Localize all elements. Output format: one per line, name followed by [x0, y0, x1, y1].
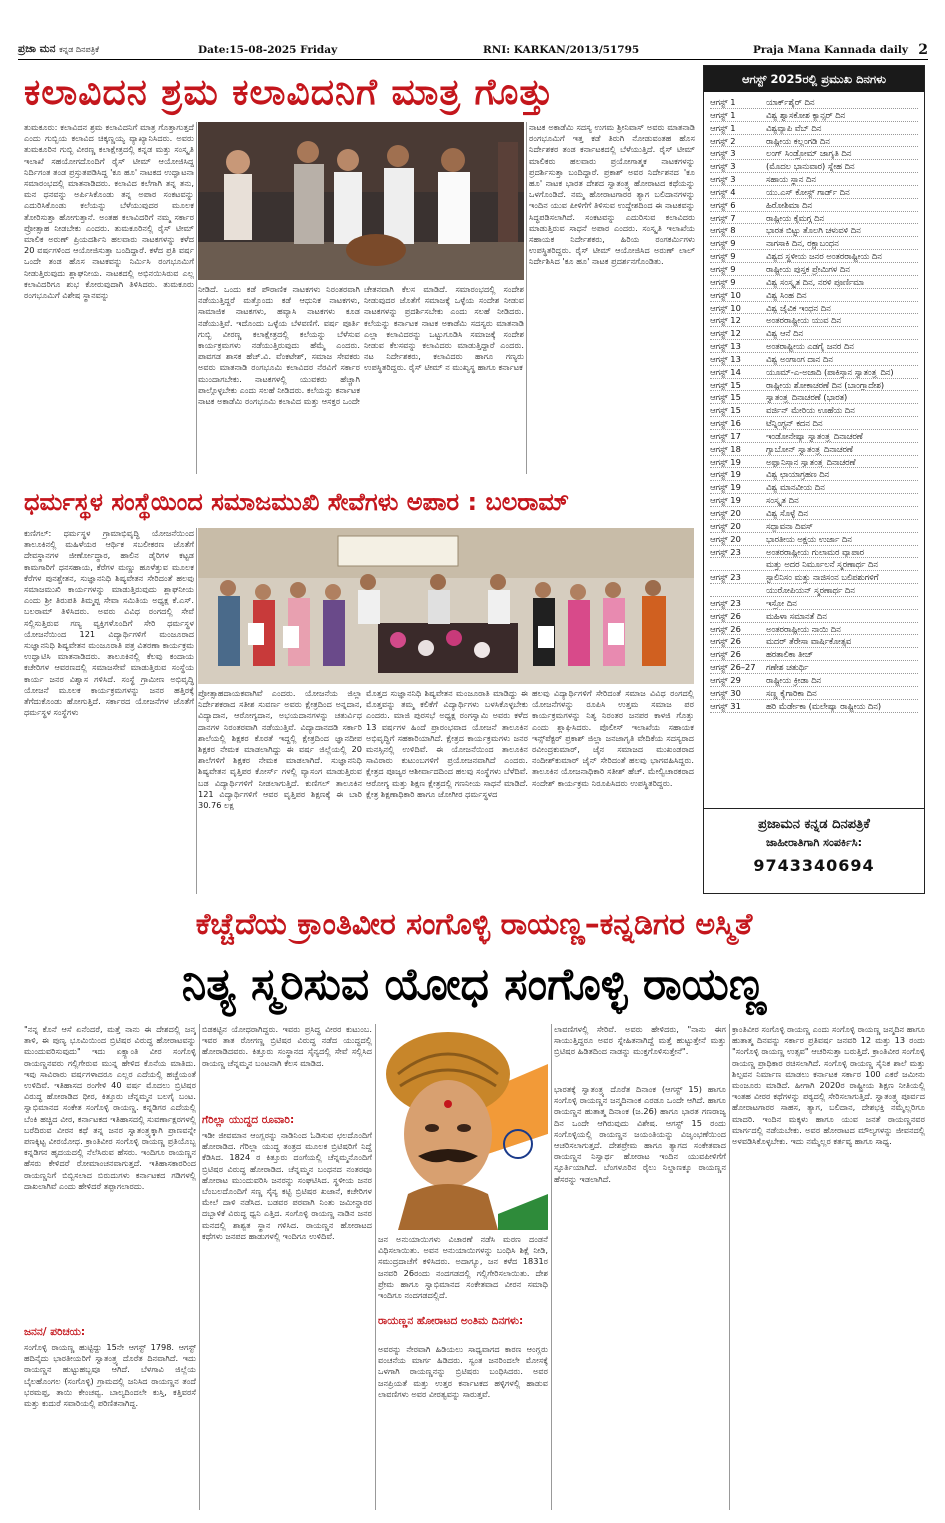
important-day-date: ಆಗಸ್ಟ್ 20 [710, 533, 741, 544]
important-day-event: ರಾಷ್ಟ್ರೀಯ ಕಲ್ಲಂಗಡಿ ದಿನ [766, 135, 830, 146]
advert-phone: 9743340694 [753, 856, 875, 875]
logo-tagline: ಕನ್ನಡ ದಿನಪತ್ರಿಕೆ [59, 45, 100, 54]
important-day-event: ಹಿರೋಶಿಮಾ ದಿನ [766, 199, 813, 210]
story3-column-2: ಬಿಡಕಟ್ಟಿನ ಯೋಧರಾಗಿದ್ದರು. ಇವರು ಪ್ರಸಿದ್ಧ ವೀರರ ಕುಟುಂಬ. ಇವರ ತಾತ ರೋಗಣ್ಣ ಬ್ರಿಟಿಷರ ವಿರುದ್ಧ ನಡೆದ ಯುದ್ಧದಲ್ಲಿ ಹೋರಾಡಿದವರು. ಕಿತ್ತೂರು ಸಂಸ್ಥಾನದ ಸೈನ್ಯದಲ್ಲಿ ಸೇವೆ ಸಲ್ಲಿಸಿದ ರಾಯಣ್ಣ ಚೆನ್ನಮ್ಮನ ಬಂಟನಾಗಿ ಕೆಲಸ ಮಾಡಿದ. [202, 1024, 372, 1068]
important-day-item [710, 147, 918, 160]
important-day-item [710, 674, 918, 687]
story3-column-4-top: ಲಾವಣಿಗಳಲ್ಲಿ ಸೇರಿವೆ. ಅವರು ಹೇಳಿದರು, "ನಾನು ಈಗ ಸಾಯುತ್ತಿದ್ದರೂ ಅವರ ಸ್ನೇಹಿತನಾಗಿದ್ದೆ ಮತ್ತೆ ಹುಟ್ಟುತ್ತೇನೆ ಮತ್ತು ಬ್ರಿಟಿಷರ ಹಿಡಿತದಿಂದ ನಾಡನ್ನು ಮುಕ್ತಗೊಳಿಸುತ್ತೇನೆ". [554, 1024, 726, 1057]
rayanna-portrait-image [378, 1024, 548, 1230]
important-day-item [710, 302, 918, 315]
story1-column-3: ಚೇತನವಾಗಿ ಕೆಲಸ ಮಾಡಿದೆ. ಸಮಾರಂಭದಲ್ಲಿ ಸಂದೇಶ ನೀಡುವುದರ ಜೊತೆಗೆ ಸಮಾಜಕ್ಕೆ ಒಳ್ಳೆಯ ಸಂದೇಶ ನೀಡುವ ನಾಟಕಗಳನ್ನು ಪ್ರದರ್ಶಿಸಬೇಕು ಎಂದು ಸಲಹೆ ನೀಡಿದರು. ಕಲೆಯನ್ನು ಕರ್ನಾಟಕ ನಾಟಕ ಅಕಾಡೆಮಿ ಸದಸ್ಯರು ಮಾತನಾಡಿ ಎಲ್ಲಾ ಕಲಾವಿದರನ್ನು ಒಟ್ಟುಗೂಡಿಸಿ ಸಮಾಜಕ್ಕೆ ಸಂದೇಶ ನೀಡುವ ಕೆಲಸವನ್ನು ಕಲಾವಿದರು ಮಾಡುತ್ತಿದ್ದಾರೆ ಎಂದರು. ನಟ ನಿರ್ದೇಶಕರು, ಕಲಾವಿದರು ಹಾಗೂ ಗಣ್ಯರು ಉಪಸ್ಥಿತರಿದ್ದರು. ರೈಸ್ ಟೀಮ್ ನ ಮುಖ್ಯಸ್ಥ ಹಾಗೂ ಕರ್ನಾಟಕ [364, 284, 524, 373]
important-day-item [710, 314, 918, 327]
important-day-date: ಆಗಸ್ಟ್ 15 [710, 392, 741, 403]
important-day-item [710, 430, 918, 443]
important-day-item [710, 610, 918, 623]
important-day-event: ಇಂಡೋನೇಷ್ಯಾ ಸ್ವಾತಂತ್ರ್ಯ ದಿನಾಚರಣೆ [766, 430, 863, 441]
important-day-event: ರಾಷ್ಟ್ರೀಯ ಕೈಮಗ್ಗ ದಿನ [766, 212, 825, 223]
important-day-event: ಮಹಿಳಾ ಸಮಾನತೆ ದಿನ [766, 610, 827, 621]
important-day-event: ಅಂತರಾಷ್ಟ್ರೀಯ ಎಡಗೈ ಜನರ ದಿನ [766, 341, 854, 352]
important-day-item [710, 558, 918, 571]
logo-text: ಪ್ರಜಾ ಮನ [18, 43, 56, 55]
important-day-date: ಆಗಸ್ಟ್ 30 [710, 687, 741, 698]
important-day-event: ಅಂತರರಾಷ್ಟ್ರೀಯ ನಾಯಿ ದಿನ [766, 623, 841, 634]
important-day-date: ಆಗಸ್ಟ್ 13 [710, 353, 741, 364]
important-day-event: ಸಣ್ಣ ಕೈಗಾರಿಕಾ ದಿನ [766, 687, 817, 698]
rni-number: RNI: KARKAN/2013/51795 [483, 43, 640, 56]
important-day-date: ಆಗಸ್ಟ್ 10 [710, 302, 741, 313]
important-day-event: ವಿಶ್ವ ಸೊಳ್ಳೆ ದಿನ [766, 508, 809, 518]
important-day-item [710, 135, 918, 148]
important-day-event: ಹರತಾಲಿಕಾ ತೀಜ್ [766, 649, 814, 660]
important-day-date: ಆಗಸ್ಟ್ 26–27 [710, 662, 756, 673]
column-rule [551, 1024, 552, 1510]
important-day-event: ಸದ್ಭಾವನಾ ದಿವಸ್ [766, 520, 813, 531]
important-day-event: ವಿಶ್ವ ಜೈವಿಕ ಇಂಧನ ದಿನ [766, 302, 831, 313]
important-day-date: ಆಗಸ್ಟ್ 4 [710, 186, 736, 197]
important-day-event: ಭಾರತ ಬಿಟ್ಟು ತೊಲಗಿ ಚಳುವಳಿ ದಿನ [766, 225, 861, 236]
important-day-item [710, 687, 918, 700]
important-day-item [710, 160, 918, 173]
important-day-event: ಯಾರ್ಕ್‌ಶೈರ್ ದಿನ [766, 97, 815, 107]
story3-subhead-guerrilla: ಗೆರಿಲ್ಲಾ ಯುದ್ಧದ ರೂವಾರಿ: [202, 1114, 295, 1126]
group-photo-image [198, 528, 694, 684]
important-day-date: ಆಗಸ್ಟ್ 9 [710, 251, 736, 262]
important-day-date: ಆಗಸ್ಟ್ 23 [710, 546, 741, 557]
important-day-date: ಆಗಸ್ಟ್ 20 [710, 520, 741, 531]
important-day-event: ಇಸ್ರೋ ದಿನ [766, 597, 797, 608]
important-day-event: (ಮೊದಲ ಭಾನುವಾರ) ಸ್ನೇಹ ದಿನ [766, 161, 855, 172]
important-day-date: ಆಗಸ್ಟ್ 6 [710, 199, 736, 210]
important-day-event: ಅಂತರರಾಷ್ಟ್ರೀಯ ಗುಲಾಮರ ವ್ಯಾಪಾರ [766, 546, 865, 557]
important-day-item [710, 173, 918, 186]
important-day-item [710, 520, 918, 533]
stage-event-image [198, 122, 524, 280]
important-day-date: ಆಗಸ್ಟ್ 26 [710, 610, 741, 621]
important-day-event: ರಾಷ್ಟ್ರೀಯ ಕ್ರೀಡಾ ದಿನ [766, 674, 822, 685]
important-day-item [710, 250, 918, 263]
important-day-date: ಆಗಸ್ಟ್ 1 [710, 97, 736, 107]
important-days-list [704, 92, 924, 713]
important-day-date: ಆಗಸ್ಟ್ 26 [710, 636, 741, 647]
masthead-bar [18, 40, 928, 60]
important-day-item [710, 366, 918, 379]
story3-column-4: ಭಾರತಕ್ಕೆ ಸ್ವಾತಂತ್ರ್ಯ ದೊರೆತ ದಿನಾಂಕ (ಆಗಸ್ಟ್ 15) ಹಾಗೂ ಸಂಗೊಳ್ಳಿ ರಾಯಣ್ಣನ ಜನ್ಮದಿನಾಂಕ ಎರಡೂ ಒಂದೇ ಆಗಿದೆ. ಹಾಗೂ ರಾಯಣ್ಣನ ಹುತಾತ್ಮ ದಿನಾಂಕ (ಜ.26) ಹಾಗೂ ಭಾರತ ಗಣರಾಜ್ಯ ದಿನ ಒಂದೇ ಆಗಿರುವುದು ವಿಶೇಷ. ಆಗಸ್ಟ್ 15 ರಂದು ಸಂಗೊಳ್ಳಿಯಲ್ಲಿ ರಾಯಣ್ಣನ ಜಯಂತಿಯನ್ನು ವಿಜೃಂಭಣೆಯಿಂದ ಆಚರಿಸಲಾಗುತ್ತದೆ. ದೇಶಪ್ರೇಮ ಹಾಗೂ ತ್ಯಾಗದ ಸಂಕೇತವಾದ ರಾಯಣ್ಣನ ನಿಸ್ವಾರ್ಥ ಹೋರಾಟ ಇಂದಿನ ಯುವಪೀಳಿಗೆಗೆ ಸ್ಫೂರ್ತಿಯಾಗಿದೆ. ಬೆಂಗಳೂರಿನ ರೈಲು ನಿಲ್ದಾಣಕ್ಕೂ ರಾಯಣ್ಣನ ಹೆಸರನ್ನು ಇಡಲಾಗಿದೆ. [554, 1084, 726, 1184]
important-day-date: ಆಗಸ್ಟ್ 20 [710, 508, 741, 518]
story2-headline: ಧರ್ಮಸ್ಥಳ ಸಂಸ್ಥೆಯಿಂದ ಸಮಾಜಮುಖಿ ಸೇವೆಗಳು ಅಪಾರ : ಬಲರಾಮ್ [24, 488, 570, 516]
important-day-item [710, 648, 918, 661]
important-day-event: ವರ್ಜಿನ್ ಮೇರಿಯ ಊಹೆಯ ದಿನ [766, 405, 855, 416]
important-day-item [710, 276, 918, 289]
column-rule [526, 122, 527, 474]
important-day-date: ಆಗಸ್ಟ್ 26 [710, 623, 741, 634]
important-day-date: ಆಗಸ್ಟ್ 19 [710, 495, 741, 506]
important-day-item [710, 533, 918, 546]
important-day-event: ರಾಷ್ಟ್ರೀಯ ಶೋಕಾಚರಣೆ ದಿನ (ಬಾಂಗ್ಲಾದೇಶ) [766, 379, 885, 390]
important-day-event: ಅಂತರರಾಷ್ಟ್ರೀಯ ಯುವ ದಿನ [766, 315, 842, 326]
important-day-item [710, 623, 918, 636]
story2-column-1: ಕುಣಿಗಲ್: ಧರ್ಮಸ್ಥಳ ಗ್ರಾಮಾಭಿವೃದ್ಧಿ ಯೋಜನೆಯಿಂದ ತಾಲೂಕಿನಲ್ಲಿ ಮಹಿಳೆಯರ ಆರ್ಥಿಕ ಸಬಲೀಕರಣ ಜೊತೆಗೆ ದೇವಸ್ಥಾನಗಳ ಜೀರ್ಣೋದ್ಧಾರ, ಹಾಲಿನ ಡೈರಿಗಳ ಕಟ್ಟಡ ಕಾಮಗಾರಿಗೆ ಧನಸಹಾಯ, ಕೆರೆಗಳ ಮಣ್ಣು ಹೂಳೆತ್ತುವ ಮೂಲಕ ಕೆರೆಗಳ ಪುನಶ್ಚೇತನ, ಸುಜ್ಞಾನನಿಧಿ ಶಿಷ್ಯವೇತನ ಸೇರಿದಂತೆ ಹಲವು ಸಮಾಜಮುಖಿ ಕಾರ್ಯಗಳನ್ನು ಮಾಡುತ್ತಿರುವುದು ಶ್ಲಾಘನೀಯ ಎಂದು ಶ್ರೀ ತಿರುಪತಿ ತಿಮ್ಮಪ್ಪ ಸೇವಾ ಸಮಿತಿಯ ಅಧ್ಯಕ್ಷ ಕೆ.ಎಸ್. ಬಲರಾಮ್ ತಿಳಿಸಿದರು. ಅವರು ವಿವಿಧ ರಂಗದಲ್ಲಿ ಸೇವೆ ಸಲ್ಲಿಸುತ್ತಿರುವ ಗಣ್ಯ ವ್ಯಕ್ತಿಗಳೊಂದಿಗೆ ಸೇರಿ ಧರ್ಮಸ್ಥಳ ಯೋಜನೆಯಿಂದ 121 ವಿದ್ಯಾರ್ಥಿಗಳಿಗೆ ಮಂಜೂರಾದ ಸುಜ್ಞಾನನಿಧಿ ಶಿಷ್ಯವೇತನ ಮಂಜೂರಾತಿ ಪತ್ರ ವಿತರಣಾ ಕಾರ್ಯಕ್ರಮ ಉದ್ಘಾಟಿಸಿ ಮಾತನಾಡಿದರು. ತಾಲೂಕಿನಲ್ಲಿ ಕೆಲವು ಕಂದಾಯ ಕಚೇರಿಗಳ ಆವರಣದಲ್ಲಿ ಸಮಾಜಸೇವೆ ಮಾಡುತ್ತಿರುವ ಸಂಸ್ಥೆಯ ಕಾರ್ಯ ಜನರ ವಿಶ್ವಾಸ ಗಳಿಸಿದೆ. ಸಂಸ್ಥೆ ಗ್ರಾಮೀಣ ಅಭಿವೃದ್ಧಿ ಯೋಜನೆ ಮೂಲಕ ಕಾರ್ಯಕ್ರಮಗಳನ್ನು ಜನರ ಹತ್ತಿರಕ್ಕೆ ತೆಗೆದುಕೊಂಡು ಹೋಗುತ್ತಿದೆ. ಸರ್ಕಾರದ ಯೋಜನೆಗಳ ಜೊತೆಗೆ ಧರ್ಮಸ್ಥಳ ಸಂಸ್ಥೆಗಳು [24, 528, 194, 718]
important-day-date: ಆಗಸ್ಟ್ 15 [710, 405, 741, 416]
important-day-event: ಹರಿ ಮೆರ್ಡೇಕಾ (ಮಲೇಷ್ಯಾ ರಾಷ್ಟ್ರೀಯ ದಿನ) [766, 700, 882, 711]
important-day-date: ಆಗಸ್ಟ್ 8 [710, 225, 736, 236]
story1-column-1: ತುಮಕೂರು: ಕಲಾವಿದನ ಶ್ರಮ ಕಲಾವಿದನಿಗೆ ಮಾತ್ರ ಗೊತ್ತಾಗುತ್ತದೆ ಎಂದು ಗುಬ್ಬಿಯ ಕಲಾವಿದ ಚಿಕ್ಕಣ್ಣಯ್ಯ ವ್ಯಾಖ್ಯಾನಿಸಿದರು. ಅವರು ತುಮಕೂರಿನ ಗುಬ್ಬಿ ವೀರಣ್ಣ ಕಲಾಕ್ಷೇತ್ರದಲ್ಲಿ ಕನ್ನಡ ಮತ್ತು ಸಂಸ್ಕೃತಿ ಇಲಾಖೆ ಸಹಯೋಗದೊಂದಿಗೆ ರೈಸ್ ಟೀಮ್ ಆಯೋಜಿಸಿದ್ದ ನಿರ್ದಿಗಂತ ತಂಡ ಪ್ರಸ್ತುತಪಡಿಸಿದ್ದ 'ಕೂ ಹೂ' ನಾಟಕದ ಉದ್ಘಾಟನಾ ಸಮಾರಂಭದಲ್ಲಿ ಮಾತನಾಡಿದರು. ಕಲಾವಿದ ಕಲೆಗಾಗಿ ತನ್ನ ತನು, ಮನ ಧನವನ್ನು ಅರ್ಪಿಸಿಕೊಂಡು ತನ್ನ ಅಪಾರ ಸಂಕಟವನ್ನು ಎದುರಿಸಿಕೊಂಡು ಕಲೆಯನ್ನು ಬೆಳೆಯುವುದರ ಮೂಲಕ ತೋರಿಸುತ್ತಾ ಹೋಗುತ್ತಾನೆ. ಅಂತಹ ಕಲಾವಿದರಿಗೆ ನಮ್ಮ ಸರ್ಕಾರ ಪ್ರೋತ್ಸಾಹ ನೀಡಬೇಕು ಎಂದರು. ತುಮಕೂರಿನಲ್ಲಿ ರೈಸ್ ಟೀಮ್ ಮಾಲಿಕ ಅರುಣ್ ಪ್ರಿಯದರ್ಶಿನಿ ಹಲವಾರು ನಾಟಕಗಳನ್ನು ಕಳೆದ 20 ವರ್ಷಗಳಿಂದ ಆಯೋಜಿಸುತ್ತಾ ಬಂದಿದ್ದಾರೆ. ಕಳೆದ ಪ್ರತಿ ವರ್ಷ ಒಂದೇ ತಂಡ ಹೊಸ ನಾಟಕವನ್ನು ನಿರ್ಮಿಸಿ ರಂಗಭೂಮಿಗೆ ನೀಡುತ್ತಿರುವುದು ಶ್ಲಾಘನೀಯ. ನಾಟಕದಲ್ಲಿ ಅಭಿನಯಿಸಿರುವ ಎಲ್ಲ ಕಲಾವಿದರಿಗೂ ಶುಭ ಕೋರುವುದಾಗಿ ತಿಳಿಸಿದರು. ತುಮಕೂರು ರಂಗಭೂಮಿಗೆ ವಿಶೇಷ ಸ್ಥಾನವನ್ನು [24, 122, 194, 301]
important-day-item [710, 443, 918, 456]
important-day-item [710, 353, 918, 366]
story3-column-3b: ಅವರನ್ನು ನೇರವಾಗಿ ಹಿಡಿಯಲು ಸಾಧ್ಯವಾಗದ ಕಾರಣ ಆಂಗ್ಲರು ವಂಚನೆಯ ಮಾರ್ಗ ಹಿಡಿದರು. ಸ್ವಂತ ಜನರಿಂದಲೇ ಮೋಸಕ್ಕೆ ಒಳಗಾಗಿ ರಾಯಣ್ಣನನ್ನು ಬ್ರಿಟಿಷರು ಬಂಧಿಸಿದರು. ಅವರ ಜನಪ್ರಿಯತೆ ಮತ್ತು ಉತ್ತರ ಕರ್ನಾಟಕದ ಹಳ್ಳಿಗಳಲ್ಲಿ ಹಾಡುವ ಲಾವಣಿಗಳು ಅವರ ವೀರತ್ವವನ್ನು ಸಾರುತ್ತವೆ. [378, 1344, 548, 1399]
important-day-date: ಆಗಸ್ಟ್ 3 [710, 174, 736, 185]
important-day-event: ಯು.ಎಸ್ ಕೋಸ್ಟ್ ಗಾರ್ಡ್ ದಿನ [766, 186, 850, 197]
column-rule [199, 1024, 200, 1510]
page-number: 2 [918, 41, 928, 58]
important-day-item [710, 237, 918, 250]
important-day-item [710, 700, 918, 713]
important-day-date: ಆಗಸ್ಟ್ 31 [710, 700, 741, 711]
important-day-event: ಗ್ಯಾಬೋನ್ ಸ್ವಾತಂತ್ರ್ಯ ದಿನಾಚರಣೆ [766, 443, 853, 454]
important-day-event: ವಿಶ್ವ ಆನೆ ದಿನ [766, 328, 804, 339]
important-day-event: ವಿಶ್ವ ಸಂಸ್ಕೃತ ದಿನ, ನರಳಿ ಪೂರ್ಣಿಮಾ [766, 276, 864, 287]
important-day-item [710, 494, 918, 507]
important-day-event: ವಿಶ್ವ ಮಾನವೀಯ ದಿನ [766, 482, 825, 493]
advert-contact-label: ಜಾಹೀರಾತಿಗಾಗಿ ಸಂಪರ್ಕಿಸಿ: [765, 836, 863, 849]
story2-photo [198, 528, 694, 684]
important-day-event: ಟೆನ್ನಿಂಗ್ಟನ್ ಕದನ ದಿನ [766, 418, 823, 429]
important-day-date: ಆಗಸ್ಟ್ 18 [710, 443, 741, 454]
rayanna-portrait [378, 1024, 548, 1230]
important-day-date: ಆಗಸ್ಟ್ 12 [710, 315, 741, 326]
story3-subhead-birth: ಜನನ/ ಪರಿಚಯ: [24, 1326, 86, 1338]
important-day-date: ಆಗಸ್ಟ್ 26 [710, 649, 741, 660]
important-day-event: ಅಫ್ಘಾನಿಸ್ತಾನ ಸ್ವಾತಂತ್ರ್ಯ ದಿನಾಚರಣೆ [766, 456, 856, 467]
important-day-event: ಯುರೋಪಿಯನ್ ಸ್ಮರಣಾರ್ಥ ದಿನ [766, 585, 855, 596]
important-day-date: ಆಗಸ್ಟ್ 19 [710, 456, 741, 467]
advert-paper-name: ಪ್ರಜಾಮನ ಕನ್ನಡ ದಿನಪತ್ರಿಕೆ [758, 817, 870, 832]
important-day-date [710, 584, 766, 596]
important-day-date: ಆಗಸ್ಟ್ 14 [710, 366, 741, 377]
important-day-event: ವಿಶ್ವ ಛಾಯಾಗ್ರಹಣ ದಿನ [766, 469, 830, 480]
important-day-item [710, 224, 918, 237]
important-day-event: ವಿಶ್ವ ಅಂಗಾಂಗ ದಾನ ದಿನ [766, 353, 833, 364]
important-day-event: ವಿಶ್ವ ಸಿಂಹ ದಿನ [766, 289, 807, 300]
important-day-item [710, 507, 918, 520]
important-day-event: ಸಂಸ್ಕೃತ ದಿನ [766, 495, 799, 506]
important-day-item [710, 199, 918, 212]
important-day-item [710, 597, 918, 610]
column-rule [729, 1024, 730, 1510]
important-day-date: ಆಗಸ್ಟ್ 19 [710, 482, 741, 493]
important-day-date: ಆಗಸ್ಟ್ 1 [710, 122, 736, 133]
important-day-date: ಆಗಸ್ಟ್ 17 [710, 430, 741, 441]
important-day-event: ಮದರ್ ತೆರೇಸಾ ವಾರ್ಷಿಕೋತ್ಸವ [766, 636, 852, 647]
important-day-date: ಆಗಸ್ಟ್ 7 [710, 212, 736, 223]
important-day-event: ಮತ್ತು ಅದರ ನಿರ್ಮೂಲನೆ ಸ್ಮರಣಾರ್ಥ ದಿನ [766, 559, 879, 570]
important-day-date: ಆಗಸ್ಟ್ 3 [710, 161, 736, 172]
important-day-item [710, 212, 918, 225]
important-day-event: ವಿಶ್ವದ ಸ್ಥಳೀಯ ಜನರ ಅಂತರರಾಷ್ಟ್ರೀಯ ದಿನ [766, 251, 882, 262]
important-day-item [710, 186, 918, 199]
story3-column-3: ಜನ ಅನುಯಾಯಿಗಳು ವಿಚಾರಣೆ ನಡೆಸಿ ಮರಣ ದಂಡನೆ ವಿಧಿಸಲಾಯಿತು. ಅವನ ಅನುಯಾಯಿಗಳನ್ನು ಬಂಧಿಸಿ ಶಿಕ್ಷೆ ನೀಡಿ, ಸಮುದ್ರದಾಚೆಗೆ ಕಳಿಸಿದರು. ಅದಾಗ್ಯೂ, ಜನ ಕಳೆದ 1831ರ ಜನವರಿ 26ರಂದು ನಂದಗಡದಲ್ಲಿ ಗಲ್ಲಿಗೇರಿಸಲಾಯಿತು. ದೇಶ ಪ್ರೇಮ ಹಾಗೂ ಸ್ವಾಭಿಮಾನದ ಸಂಕೇತವಾದ ವೀರನ ಸಮಾಧಿ ಇಂದಿಗೂ ನಂದಗಡದಲ್ಲಿದೆ. [378, 1234, 548, 1301]
important-day-item [710, 109, 918, 122]
important-day-event: ರಾಷ್ಟ್ರೀಯ ಪುಸ್ತಕ ಪ್ರೇಮಿಗಳ ದಿನ [766, 263, 850, 274]
story3-subhead-last-days: ರಾಯಣ್ಣನ ಹೋರಾಟದ ಅಂತಿಮ ದಿನಗಳು: [378, 1315, 524, 1327]
story1-headline: ಕಲಾವಿದನ ಶ್ರಮ ಕಲಾವಿದನಿಗೆ ಮಾತ್ರ ಗೊತ್ತು [24, 72, 554, 113]
story2-column-4: ಹಲವು ವಿದ್ಯಾರ್ಥಿಗಳಿಗೆ ಸೇರಿದಂತೆ ಸಮಾಜ ವಿವಿಧ ರಂಗದಲ್ಲಿ ಯೋಜನೆಗಳನ್ನು ರೂಪಿಸಿ ಉತ್ತಮ ಸಮಾಜ ಪರ ಕಾರ್ಯಕ್ರಮಗಳನ್ನು ನಿತ್ಯ ನಿರಂತರ ಜನಪರ ಕಾಳಜಿ ಗೊತ್ತು ಎಂದು ಶ್ಲಾಘಿಸಿದರು. ಪೊಲೀಸ್ ಇಲಾಖೆಯ ಸಹಾಯಕ ಇನ್ಸ್‌ಪೆಕ್ಟರ್ ಪ್ರಕಾಶ್ ಜಿಲ್ಲಾ ಜನಜಾಗೃತಿ ವೇದಿಕೆಯ ಸದಸ್ಯರಾದ ರವೀಂದ್ರಕುಮಾರ್, ಜೈನ ಸಮಾಜದ ಮುಖಂಡರಾದ ನಂದೀಶ್‌ಕುಮಾರ್ ಜೈನ್ ಸೇರಿದಂತೆ ಹಲವು ಭಾಗವಹಿಸಿದ್ದರು. ತಾಲೂಕಿನ ಯೋಜನಾಧಿಕಾರಿ ಸತೀಶ್ ಹೆಚ್. ಮೇಲ್ವಿಚಾರಕರಾದ ಸಂದೇಶ್ ಕಾರ್ಯಕ್ರಮ ನಿರೂಪಿಸಿದರು ಉಪಸ್ಥಿತರಿದ್ದರು. [532, 688, 694, 788]
important-day-event: ಸ್ಟಾಲಿನಿಸಂ ಮತ್ತು ನಾಜಿಸಂನ ಬಲಿಪಶುಗಳಿಗೆ [766, 572, 879, 583]
important-day-date: ಆಗಸ್ಟ್ 29 [710, 674, 741, 685]
story3-headline: ನಿತ್ಯ ಸ್ಮರಿಸುವ ಯೋಧ ಸಂಗೊಳ್ಳಿ ರಾಯಣ್ಣ [181, 959, 767, 1010]
important-day-date: ಆಗಸ್ಟ್ 2 [710, 135, 736, 146]
important-days-panel [703, 65, 925, 835]
important-day-item [710, 263, 918, 276]
important-day-date: ಆಗಸ್ಟ್ 13 [710, 341, 741, 352]
important-day-event: ಗಣೇಶ ಚತುರ್ಥಿ [766, 662, 809, 673]
important-day-item [710, 417, 918, 430]
story3-kicker: ಕೆಚ್ಚೆದೆಯ ಕ್ರಾಂತಿವೀರ ಸಂಗೊಳ್ಳಿ ರಾಯಣ್ಣ–ಕನ್ನಡಿಗರ ಅಸ್ಮಿತೆ [195, 907, 753, 942]
important-day-date: ಆಗಸ್ಟ್ 9 [710, 238, 736, 249]
important-day-event: ಸ್ವಾತಂತ್ರ್ಯ ದಿನಾಚರಣೆ (ಭಾರತ) [766, 392, 848, 403]
important-day-item [710, 661, 918, 674]
masthead-logo [18, 43, 198, 56]
important-day-item [710, 571, 918, 584]
important-day-item [710, 340, 918, 353]
important-day-date: ಆಗಸ್ಟ್ 15 [710, 379, 741, 390]
important-day-event: ಯೂಮ್-ಎ-ಅಜಾದಿ (ಪಾಕಿಸ್ತಾನ ಸ್ವಾತಂತ್ರ್ಯ ದಿನ) [766, 366, 894, 377]
important-day-event: ಲಂಗ್ ಸಿಂಡ್ರೋಮ್ ಜಾಗೃತಿ ದಿನ [766, 148, 852, 159]
column-rule [375, 1024, 376, 1510]
important-day-date: ಆಗಸ್ಟ್ 9 [710, 263, 736, 274]
important-day-item [710, 481, 918, 494]
important-day-date: ಆಗಸ್ಟ್ 12 [710, 328, 741, 339]
important-day-event: ಸಹಾಯ ಸ್ಥಾನ ದಿನ [766, 174, 817, 185]
important-day-event: ನಾಗಸಾಕಿ ದಿನ, ರಕ್ಷಾಬಂಧನ [766, 238, 839, 249]
important-day-item [710, 391, 918, 404]
important-day-item [710, 96, 918, 109]
story2-column-3: ಮೊತ್ತದ ಸುಜ್ಞಾನನಿಧಿ ಶಿಷ್ಯವೇತನ ಮಂಜೂರಾತಿ ಮಾಡಿದ್ದು ಈ ಮೊತ್ತವನ್ನು ತಮ್ಮ ಕಲಿಕೆಗೆ ವಿದ್ಯಾರ್ಥಿಗಳು ಬಳಸಿಕೊಳ್ಳಬೇಕು ಎಂದರು. ಮಾಜಿ ಪುರಸಭೆ ಅಧ್ಯಕ್ಷ ರಂಗಸ್ವಾಮಿ ಅವರು ಕಳೆದ 13 ವರ್ಷಗಳ ಹಿಂದೆ ಪ್ರಾರಂಭವಾದ ಯೋಜನೆ ತಾಲೂಕಿನ ಅಭಿವೃದ್ಧಿಗೆ ಸಹಕಾರಿಯಾಗಿದೆ. ಕ್ಷೇತ್ರದ ಕಾರ್ಯಕ್ರಮಗಳು ಜನರ ಮನಸ್ಸಿನಲ್ಲಿ ಉಳಿದಿವೆ. ಈ ಯೋಜನೆಯಿಂದ ತಾಲೂಕಿನ ಸಾವಿರಾರು ಕುಟುಂಬಗಳಿಗೆ ಪ್ರಯೋಜನವಾಗಿದೆ ಎಂದರು. ಕ್ಷೇತ್ರದ ಪೂಜ್ಯರ ಆಶೀರ್ವಾದದಿಂದ ಹಲವು ಸಂಸ್ಥೆಗಳು ಬೆಳೆದಿವೆ. ಆರೋಗ್ಯ ಮತ್ತು ಶಿಕ್ಷಣ ಕ್ಷೇತ್ರದಲ್ಲಿ ಗಣನೀಯ ಸಾಧನೆ ಮಾಡಿದೆ. ಕ್ಷೇತ್ರ ಶಿಕ್ಷಣಾಧಿಕಾರಿ ಹಾಗೂ ಜೋಗೀರ ಧರ್ಮಸ್ಥಳದ [366, 688, 528, 799]
paper-name: Praja Mana Kannada daily [752, 43, 908, 56]
important-day-event: ವಿಶ್ವ ಶ್ವಾಸಕೋಶ ಕ್ಯಾನ್ಸರ್ ದಿನ [766, 109, 846, 120]
important-day-item [710, 122, 918, 135]
story3-column-1b: ಸಂಗೊಳ್ಳಿ ರಾಯಣ್ಣ ಹುಟ್ಟಿದ್ದು 15ನೇ ಆಗಸ್ಟ್ 1798. ಆಗಸ್ಟ್ ಹದಿನೈದು ಭಾರತೀಯರಿಗೆ ಸ್ವಾತಂತ್ರ್ಯ ದೊರೆತ ದಿನವಾಗಿದೆ. ಇದು ರಾಯಣ್ಣನ ಹುಟ್ಟುಹಬ್ಬವೂ ಆಗಿದೆ. ಬೆಳಗಾವಿ ಜಿಲ್ಲೆಯ ಬೈಲಹೊಂಗಲ (ಸಂಗೊಳ್ಳಿ) ಗ್ರಾಮದಲ್ಲಿ ಜನಿಸಿದ ರಾಯಣ್ಣನ ತಂದೆ ಭರಮಪ್ಪ, ತಾಯಿ ಕೇಂಚವ್ವ. ಬಾಲ್ಯದಿಂದಲೇ ಕುಸ್ತಿ, ಕತ್ತಿವರಸೆ ಮತ್ತು ಕುದುರೆ ಸವಾರಿಯಲ್ಲಿ ಪರಿಣಿತನಾಗಿದ್ದ. [24, 1342, 196, 1409]
important-day-item [710, 404, 918, 417]
important-day-date: ಆಗಸ್ಟ್ 19 [710, 469, 741, 480]
important-day-item [710, 546, 918, 559]
important-day-item [710, 635, 918, 648]
important-day-item [710, 468, 918, 481]
story3-column-5: ಕ್ರಾಂತಿವೀರ ಸಂಗೊಳ್ಳಿ ರಾಯಣ್ಣ ಎಂದು ಸಂಗೊಳ್ಳಿ ರಾಯಣ್ಣ ಜನ್ಮದಿನ ಹಾಗೂ ಹುತಾತ್ಮ ದಿನವನ್ನು ಸರ್ಕಾರ ಪ್ರತಿವರ್ಷ ಜನವರಿ 12 ಮತ್ತು 13 ರಂದು "ಸಂಗೊಳ್ಳಿ ರಾಯಣ್ಣ ಉತ್ಸವ" ಆಚರಿಸುತ್ತಾ ಬರುತ್ತಿದೆ. ಕ್ರಾಂತಿವೀರ ಸಂಗೊಳ್ಳಿ ರಾಯಣ್ಣ ಪ್ರಾಧಿಕಾರ ರಚಿಸಲಾಗಿದೆ. ಸಂಗೊಳ್ಳಿ ರಾಯಣ್ಣ ಸೈನಿಕ ಶಾಲೆ ಮತ್ತು ಶಿಲ್ಪವನ ನಿರ್ಮಾಣ ಮಾಡಲು ಕರ್ನಾಟಕ ಸರ್ಕಾರ 100 ಎಕರೆ ಜಮೀನು ಮಂಜೂರು ಮಾಡಿದೆ. ಹೀಗಾಗಿ 2020ರ ರಾಷ್ಟ್ರೀಯ ಶಿಕ್ಷಣ ನೀತಿಯಲ್ಲಿ ಇಂತಹ ವೀರರ ಕಥೆಗಳನ್ನು ಪಠ್ಯದಲ್ಲಿ ಸೇರಿಸಲಾಗುತ್ತಿದೆ. ಸ್ವಾತಂತ್ರ್ಯ ಪೂರ್ವದ ಹೋರಾಟಗಾರರ ಸಾಹಸ, ತ್ಯಾಗ, ಬಲಿದಾನ, ದೇಶಭಕ್ತಿ ನಮ್ಮೆಲ್ಲರಿಗೂ ಮಾದರಿ. ಇಂದಿನ ಮಕ್ಕಳು ಹಾಗೂ ಯುವ ಜನತೆ ರಾಯಣ್ಣನವರ ಮಾರ್ಗದಲ್ಲಿ ನಡೆಯಬೇಕು. ಅವರ ಹೋರಾಟದ ಮೌಲ್ಯಗಳನ್ನು ಜೀವನದಲ್ಲಿ ಅಳವಡಿಸಿಕೊಳ್ಳಬೇಕು. ಇದು ನಮ್ಮೆಲ್ಲರ ಕರ್ತವ್ಯ ಹಾಗೂ ಸಾಧ್ಯ. [732, 1024, 925, 1147]
column-rule [196, 528, 197, 894]
story1-column-2: ನೀಡಿದೆ. ಒಂದು ಕಡೆ ಪೌರಾಣಿಕ ನಾಟಕಗಳು ನಿರಂತರವಾಗಿ ನಡೆಯುತ್ತಿದ್ದರೆ ಮತ್ತೊಂದು ಕಡೆ ಆಧುನಿಕ ನಾಟಕಗಳು, ಸಾಮಾಜಿಕ ನಾಟಕಗಳು, ಹವ್ಯಾಸಿ ನಾಟಕಗಳು ಕೂಡ ನಡೆಯುತ್ತಿವೆ. ಇದೊಂದು ಒಳ್ಳೆಯ ಬೆಳವಣಿಗೆ. ವರ್ಷ ಪೂರ್ತಿ ಗುಬ್ಬಿ ವೀರಣ್ಣ ಕಲಾಕ್ಷೇತ್ರದಲ್ಲಿ ಕಲೆಯನ್ನು ಬೆಳೆಸುವ ಕಾರ್ಯಕ್ರಮಗಳು ನಡೆಯುತ್ತಿರುವುದು ಹೆಮ್ಮೆ ಎಂದರು. ಪಾವಗಡ ಶಾಸಕ ಹೆಚ್.ವಿ. ವೆಂಕಟೇಶ್, ಸಮಾಜ ಸೇವಕರು ಅವರು ಮಾತನಾಡಿ ರಂಗಭೂಮಿ ಕಲಾವಿದರ ನೆರವಿಗೆ ಸರ್ಕಾರ ಮುಂದಾಗಬೇಕು. ನಾಟಕಗಳಲ್ಲಿ ಯುವಕರು ಹೆಚ್ಚಾಗಿ ಪಾಲ್ಗೊಳ್ಳಬೇಕು ಎಂದು ಸಲಹೆ ನೀಡಿದರು. ಕಲೆಯನ್ನು ಕರ್ನಾಟಕ ನಾಟಕ ಅಕಾಡೆಮಿ ರಂಗಭೂಮಿ ಕಲಾವಿದ ಮತ್ತು ಆಸಕ್ತರ ಒಂದೇ [198, 284, 360, 407]
important-day-item [710, 327, 918, 340]
important-day-date: ಆಗಸ್ಟ್ 10 [710, 289, 741, 300]
important-day-item [710, 584, 918, 597]
story3-column-2b: ಇಡೀ ಜೀವಮಾನ ಆಂಗ್ಲರನ್ನು ನಾಡಿನಿಂದ ಓಡಿಸುವ ಛಲದೊಂದಿಗೆ ಹೋರಾಡಿದ. ಗೆರಿಲ್ಲಾ ಯುದ್ಧ ತಂತ್ರದ ಮೂಲಕ ಬ್ರಿಟಿಷರಿಗೆ ನಿದ್ದೆ ಕೆಡಿಸಿದ. 1824 ರ ಕಿತ್ತೂರು ದಂಗೆಯಲ್ಲಿ ಚೆನ್ನಮ್ಮನೊಂದಿಗೆ ಬ್ರಿಟಿಷರ ವಿರುದ್ಧ ಹೋರಾಡಿದ. ಚೆನ್ನಮ್ಮನ ಬಂಧನದ ನಂತರವೂ ಹೋರಾಟ ಮುಂದುವರಿಸಿ ಜನರನ್ನು ಸಂಘಟಿಸಿದ. ಸ್ಥಳೀಯ ಜನರ ಬೆಂಬಲದೊಂದಿಗೆ ಸಣ್ಣ ಸೈನ್ಯ ಕಟ್ಟಿ ಬ್ರಿಟಿಷರ ಖಜಾನೆ, ಕಚೇರಿಗಳ ಮೇಲೆ ದಾಳಿ ನಡೆಸಿದ. ಬಡವರ ಪರವಾಗಿ ನಿಂತು ಜಮೀನ್ದಾರರ ದಬ್ಬಾಳಿಕೆ ವಿರುದ್ಧ ಧ್ವನಿ ಎತ್ತಿದ. ಸಂಗೊಳ್ಳಿ ರಾಯಣ್ಣ ನಾಡಿನ ಜನರ ಮನದಲ್ಲಿ ಶಾಶ್ವತ ಸ್ಥಾನ ಗಳಿಸಿದ. ರಾಯಣ್ಣನ ಹೋರಾಟದ ಕಥೆಗಳು ಜನಪದ ಹಾಡುಗಳಲ್ಲಿ ಇಂದಿಗೂ ಉಳಿದಿವೆ. [202, 1130, 372, 1241]
important-day-event: ಭಾರತೀಯ ಅಕ್ಷಯ ಉರ್ಜಾ ದಿನ [766, 533, 852, 544]
column-rule [196, 122, 197, 474]
important-day-date: ಆಗಸ್ಟ್ 1 [710, 109, 736, 120]
important-day-item [710, 379, 918, 392]
story2-column-2: ಪ್ರೋತ್ಸಾಹದಾಯಕವಾಗಿವೆ ಎಂದರು. ಯೋಜನೆಯ ಜಿಲ್ಲಾ ನಿರ್ದೇಶಕರಾದ ಸತೀಶ ಸುವರ್ಣ ಅವರು ಕ್ಷೇತ್ರದಿಂದ ಅನ್ನದಾನ, ವಿದ್ಯಾದಾನ, ಆರೋಗ್ಯದಾನ, ಅಭಯದಾನಗಳನ್ನು ಚತುರ್ವಿಧ ದಾನಗಳ ನಿರಂತರವಾಗಿ ನಡೆಯುತ್ತಿವೆ. ವಿದ್ಯಾದಾನದಡಿ ಸರ್ಕಾರಿ ಶಾಲೆಯಲ್ಲಿ ಶಿಕ್ಷಕರ ಕೊರತೆ ಇದ್ದಲ್ಲಿ ಕ್ಷೇತ್ರದಿಂದ ಜ್ಞಾನದೀಪ ಶಿಕ್ಷಕರ ನೇಮಕ ಮಾಡಲಾಗಿದ್ದು ಈ ವರ್ಷ ಜಿಲ್ಲೆಯಲ್ಲಿ 20 ಶಾಲೆಗಳಿಗೆ ಶಿಕ್ಷಕರ ನೇಮಕ ಮಾಡಲಾಗಿದೆ. ಸುಜ್ಞಾನನಿಧಿ ಶಿಷ್ಯವೇತನ ವೃತ್ತಿಪರ ಕೋರ್ಸ್ ಗಳಲ್ಲಿ ವ್ಯಾಸಂಗ ಮಾಡುತ್ತಿರುವ ಬಡ ವಿದ್ಯಾರ್ಥಿಗಳಿಗೆ ನೀಡಲಾಗುತ್ತಿದೆ. ಕುಣಿಗಲ್ ತಾಲೂಕಿನ 121 ವಿದ್ಯಾರ್ಥಿಗಳಿಗೆ ಆವರ ವೃತ್ತಿಪರ ಶಿಕ್ಷಣಕ್ಕೆ ಈ ಬಾರಿ 30.76 ಲಕ್ಷ [198, 688, 362, 811]
important-day-item [710, 289, 918, 302]
story1-column-4: ನಾಟಕ ಅಕಾಡೆಮಿ ಸದಸ್ಯ ಉಗಮ ಶ್ರೀನಿವಾಸ್ ಅವರು ಮಾತನಾಡಿ ರಂಗಭೂಮಿಗೆ ಇತ್ತ ಕಡೆ ತಿರುಗಿ ನೋಡುವಂತಹ ಹೊಸ ನಿರ್ದೇಶಕರ ತಂಡ ಕರ್ನಾಟಕದಲ್ಲಿ ಬೆಳೆಯುತ್ತಿದೆ. ರೈಸ್ ಟೀಮ್ ಮಾಲಿಕರು ಹಲವಾರು ಪ್ರಯೋಗಾತ್ಮಕ ನಾಟಕಗಳನ್ನು ಪ್ರದರ್ಶಿಸುತ್ತಾ ಬಂದಿದ್ದಾರೆ. ಪ್ರಕಾಶ್ ಅವರ ನಿರ್ದೇಶನದ 'ಕೂ ಹೂ' ನಾಟಕ ಭಾರತ ದೇಶದ ಸ್ವಾತಂತ್ರ್ಯ ಹೋರಾಟದ ಕಥೆಯನ್ನು ಒಳಗೊಂಡಿದೆ. ನಮ್ಮ ಹೋರಾಟಗಾರರ ತ್ಯಾಗ ಬಲಿದಾನಗಳನ್ನು ಇಂದಿನ ಯುವ ಪೀಳಿಗೆಗೆ ತಿಳಿಸುವ ಉದ್ದೇಶದಿಂದ ಈ ನಾಟಕವನ್ನು ಸಿದ್ಧಪಡಿಸಲಾಗಿದೆ. ಸಂಕಟವನ್ನು ಎದುರಿಸುವ ಕಲಾವಿದರು ಮಾಡುತ್ತಿರುವ ಸಾಧನೆ ಅಪಾರ ಎಂದರು. ಸಂಸ್ಕೃತಿ ಇಲಾಖೆಯ ಸಹಾಯಕ ನಿರ್ದೇಶಕರು, ಹಿರಿಯ ರಂಗಕರ್ಮಿಗಳು ಉಪಸ್ಥಿತರಿದ್ದರು. ರೈಸ್ ಟೀಮ್ ಆಯೋಜಿಸಿದ ಅರುಣ್ ಲಾಲ್ ನಿರ್ದೇಶಿಸಿದ 'ಕೂ ಹೂ' ನಾಟಕ ಪ್ರದರ್ಶನಗೊಂಡಿತು. [529, 122, 695, 267]
important-day-date [710, 558, 766, 570]
important-day-date: ಆಗಸ್ಟ್ 23 [710, 572, 741, 583]
important-day-date: ಆಗಸ್ಟ್ 9 [710, 276, 736, 287]
important-day-item [710, 456, 918, 469]
important-day-date: ಆಗಸ್ಟ್ 16 [710, 418, 741, 429]
important-day-event: ವಿಶ್ವವ್ಯಾಪಿ ವೆಬ್ ದಿನ [766, 122, 822, 133]
issue-date: Date:15-08-2025 Friday [198, 43, 338, 56]
advert-box [703, 808, 925, 894]
important-days-title: ಆಗಸ್ಟ್ 2025ರಲ್ಲಿ ಪ್ರಮುಖ ದಿನಗಳು [704, 66, 924, 92]
important-day-date: ಆಗಸ್ಟ್ 3 [710, 148, 736, 159]
story1-photo [198, 122, 524, 280]
important-day-date: ಆಗಸ್ಟ್ 23 [710, 597, 741, 608]
story3-column-1: "ನನ್ನ ಕೊನೆ ಆಸೆ ಏನೆಂದರೆ, ಮತ್ತೆ ನಾನು ಈ ದೇಶದಲ್ಲಿ ಜನ್ಮ ತಾಳಿ, ಈ ಪುಣ್ಯ ಭೂಮಿಯಿಂದ ಬ್ರಿಟಿಷರ ವಿರುದ್ಧ ಹೋರಾಟವನ್ನು ಮುಂದುವರಿಸುವುದು" ಇದು ಏಕ್ಸ್ಪಾಂತಿ ವೀರ ಸಂಗೊಳ್ಳಿ ರಾಯಣ್ಣನವರು ಗಲ್ಲಿಗೇರುವ ಮುನ್ನ ಹೇಳಿದ ಕೊನೆಯ ಮಾತಿದು. ಇವು ಸಾವಿರಾರು ವರ್ಷಗಳಾದರೂ ಎಲ್ಲರ ಎದೆಯಲ್ಲಿ ಹಚ್ಚೆಯಂತೆ ಉಳಿದಿವೆ. ಇತಿಹಾಸದ ರಂಗೇಳಿ 40 ವರ್ಷ ಮೊದಲು ಬ್ರಿಟಿಷರ ವಿರುದ್ಧ ಹೋರಾಡಿದ ಧೀರ, ಕಿತ್ತೂರು ಚೆನ್ನಮ್ಮನ ಬಲಗೈ ಬಂಟ. ಸ್ವಾಭಿಮಾನದ ಸಂಕೇತ ಸಂಗೊಳ್ಳಿ ರಾಯಣ್ಣ. ಕನ್ನಡಿಗರ ಎದೆಯಲ್ಲಿ ಬೆಂಕಿ ಹಚ್ಚಿದ ವೀರ, ಕರ್ನಾಟಕದ ಇತಿಹಾಸದಲ್ಲಿ ಸುವರ್ಣಾಕ್ಷರಗಳಲ್ಲಿ ಬರೆದಿರುವ ವೀರನ ಕಥೆ ತನ್ನ ಜನರ ಸ್ವಾತಂತ್ರ್ಯಕ್ಕಾಗಿ ಪ್ರಾಣವನ್ನೇ ಪಣಕ್ಕಿಟ್ಟ ವೀರಯೋಧ. ಕ್ರಾಂತಿವೀರ ಸಂಗೊಳ್ಳಿ ರಾಯಣ್ಣ ಪ್ರತಿಯೊಬ್ಬ ಕನ್ನಡಿಗನ ಹೃದಯದಲ್ಲಿ ನೆಲೆಸಿರುವ ಹೆಸರು. ಇಂದಿಗೂ ರಾಯಣ್ಣನ ಹೆಸರು ಕೇಳಿದರೆ ರೋಮಾಂಚನವಾಗುತ್ತದೆ. ಇತಿಹಾಸಕಾರರಿಂದ ರಾಯಣ್ಣನಿಗೆ ಬಿಬ್ಬಿಸಲಾದ ಬಿರುದುಗಳು ಕರ್ನಾಟಕದ ಗಡಿಗಳಲ್ಲಿ ದಾಖಲಾಗಿವೆ ಎಂದು ಹೇಳಿದರೆ ತಪ್ಪಾಗಲಾರದು. [24, 1024, 196, 1191]
